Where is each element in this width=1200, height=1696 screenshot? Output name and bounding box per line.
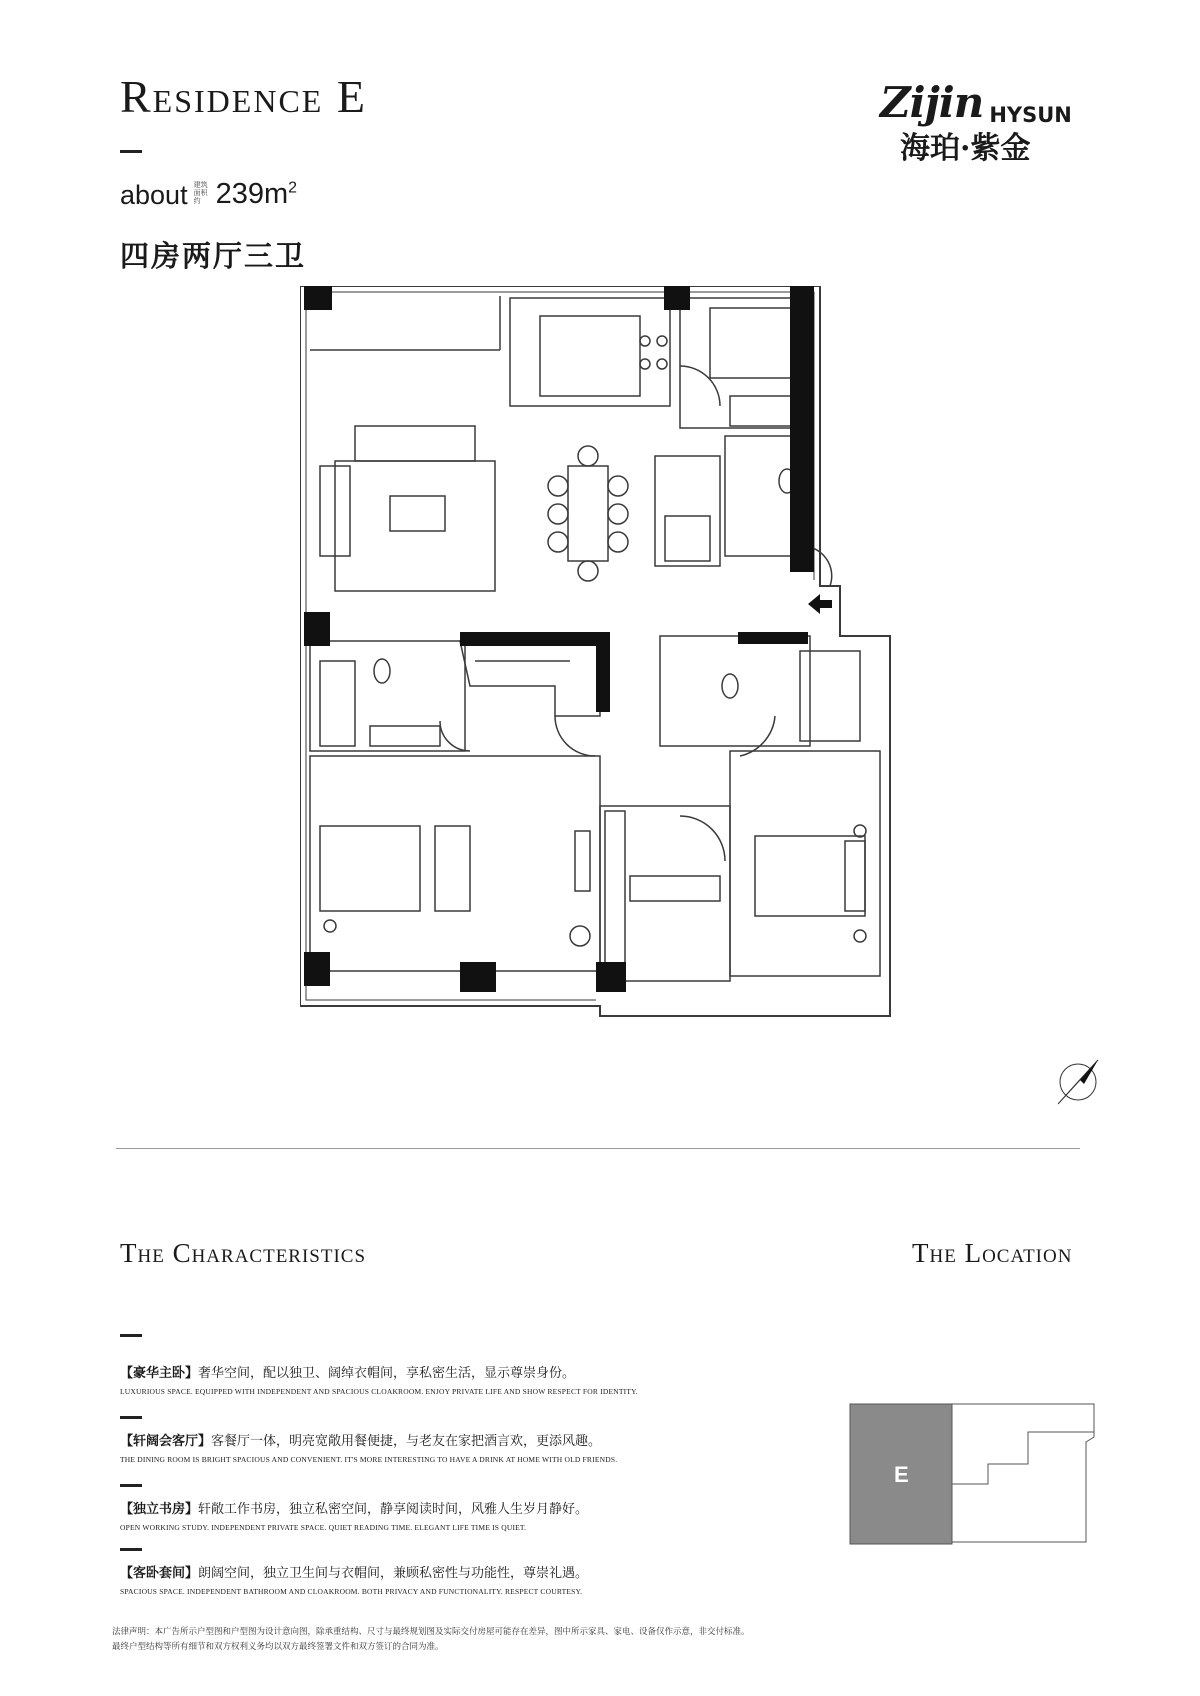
feature-label: 【豪华主卧】: [120, 1366, 199, 1381]
feature-cn: 轩敞工作书房，独立私密空间，静享阅读时间，风雅人生岁月静好。: [198, 1502, 589, 1517]
section-divider: [116, 1148, 1080, 1149]
feature-guest-suite: [120, 1562, 588, 1596]
feature-cn: 朗阔空间，独立卫生间与衣帽间，兼顾私密性与功能性，尊崇礼遇。: [198, 1566, 589, 1581]
feature-dash: [120, 1548, 142, 1551]
location-map: [848, 1402, 1098, 1552]
title-dash: [120, 150, 142, 153]
brand-logo: [880, 78, 1120, 167]
feature-en: LUXURIOUS SPACE. EQUIPPED WITH INDEPENDENT AND SPACIOUS CLOAKROOM. ENJOY PRIVATE LIFE AND SHOW RESPECT FOR IDENTITY.: [120, 1387, 638, 1396]
feature-label: 【独立书房】: [120, 1502, 199, 1517]
feature-cn: 奢华空间，配以独卫、阔绰衣帽间，享私密生活，显示尊崇身份。: [198, 1366, 576, 1381]
area-unit: 2: [288, 179, 298, 197]
brand-cn: 海珀·紫金: [900, 131, 1031, 166]
feature-living-room: [120, 1430, 617, 1464]
feature-master-bedroom: [120, 1362, 638, 1396]
unit-e-label: E: [894, 1462, 909, 1487]
feature-en: OPEN WORKING STUDY. INDEPENDENT PRIVATE SPACE. QUIET READING TIME. ELEGANT LIFE TIME IS QUIET.: [120, 1523, 527, 1532]
feature-en: SPACIOUS SPACE. INDEPENDENT BATHROOM AND CLOAKROOM. BOTH PRIVACY AND FUNCTIONALITY. RESPECT COURTESY.: [120, 1587, 583, 1596]
floor-plan: [300, 286, 960, 1106]
area-small-label: 建筑面积约: [193, 182, 208, 205]
feature-label: 【客卧套间】: [120, 1566, 199, 1581]
location-title: The Location: [912, 1238, 1073, 1268]
area-number: 239m: [215, 178, 289, 210]
area-info: [120, 178, 297, 211]
residence-title: Residence E: [120, 71, 367, 122]
brand-script: Zijin: [880, 78, 984, 127]
feature-dash: [120, 1416, 142, 1419]
disclaimer: [112, 1624, 992, 1654]
feature-en: THE DINING ROOM IS BRIGHT SPACIOUS AND CONVENIENT. IT'S MORE INTERESTING TO HAVE A DRINK AT HOME WITH OLD FRIENDS.: [120, 1455, 618, 1464]
feature-dash: [120, 1334, 142, 1337]
disclaimer-line: 法律声明：本广告所示户型图和户型图为设计意向图，除承重结构、尺寸与最终规划图及实际交付房屋可能存在差异，图中所示家具、家电、设备仅作示意，非交付标准。: [112, 1626, 750, 1636]
disclaimer-line: 最终户型结构等所有细节和双方权利义务均以双方最终签署文件和双方签订的合同为准。: [112, 1641, 444, 1651]
layout-description: 四房两厅三卫: [120, 239, 307, 273]
feature-label: 【轩阔会客厅】: [120, 1434, 212, 1449]
characteristics-title: The Characteristics: [120, 1238, 367, 1268]
area-prefix: about: [120, 180, 188, 210]
area-value: [216, 178, 297, 211]
feature-cn: 客餐厅一体，明亮宽敞用餐便捷，与老友在家把酒言欢，更添风趣。: [211, 1434, 602, 1449]
compass-icon: [1048, 1052, 1108, 1112]
feature-dash: [120, 1484, 142, 1487]
feature-study: [120, 1498, 588, 1532]
brand-name: HYSUN: [989, 103, 1072, 127]
